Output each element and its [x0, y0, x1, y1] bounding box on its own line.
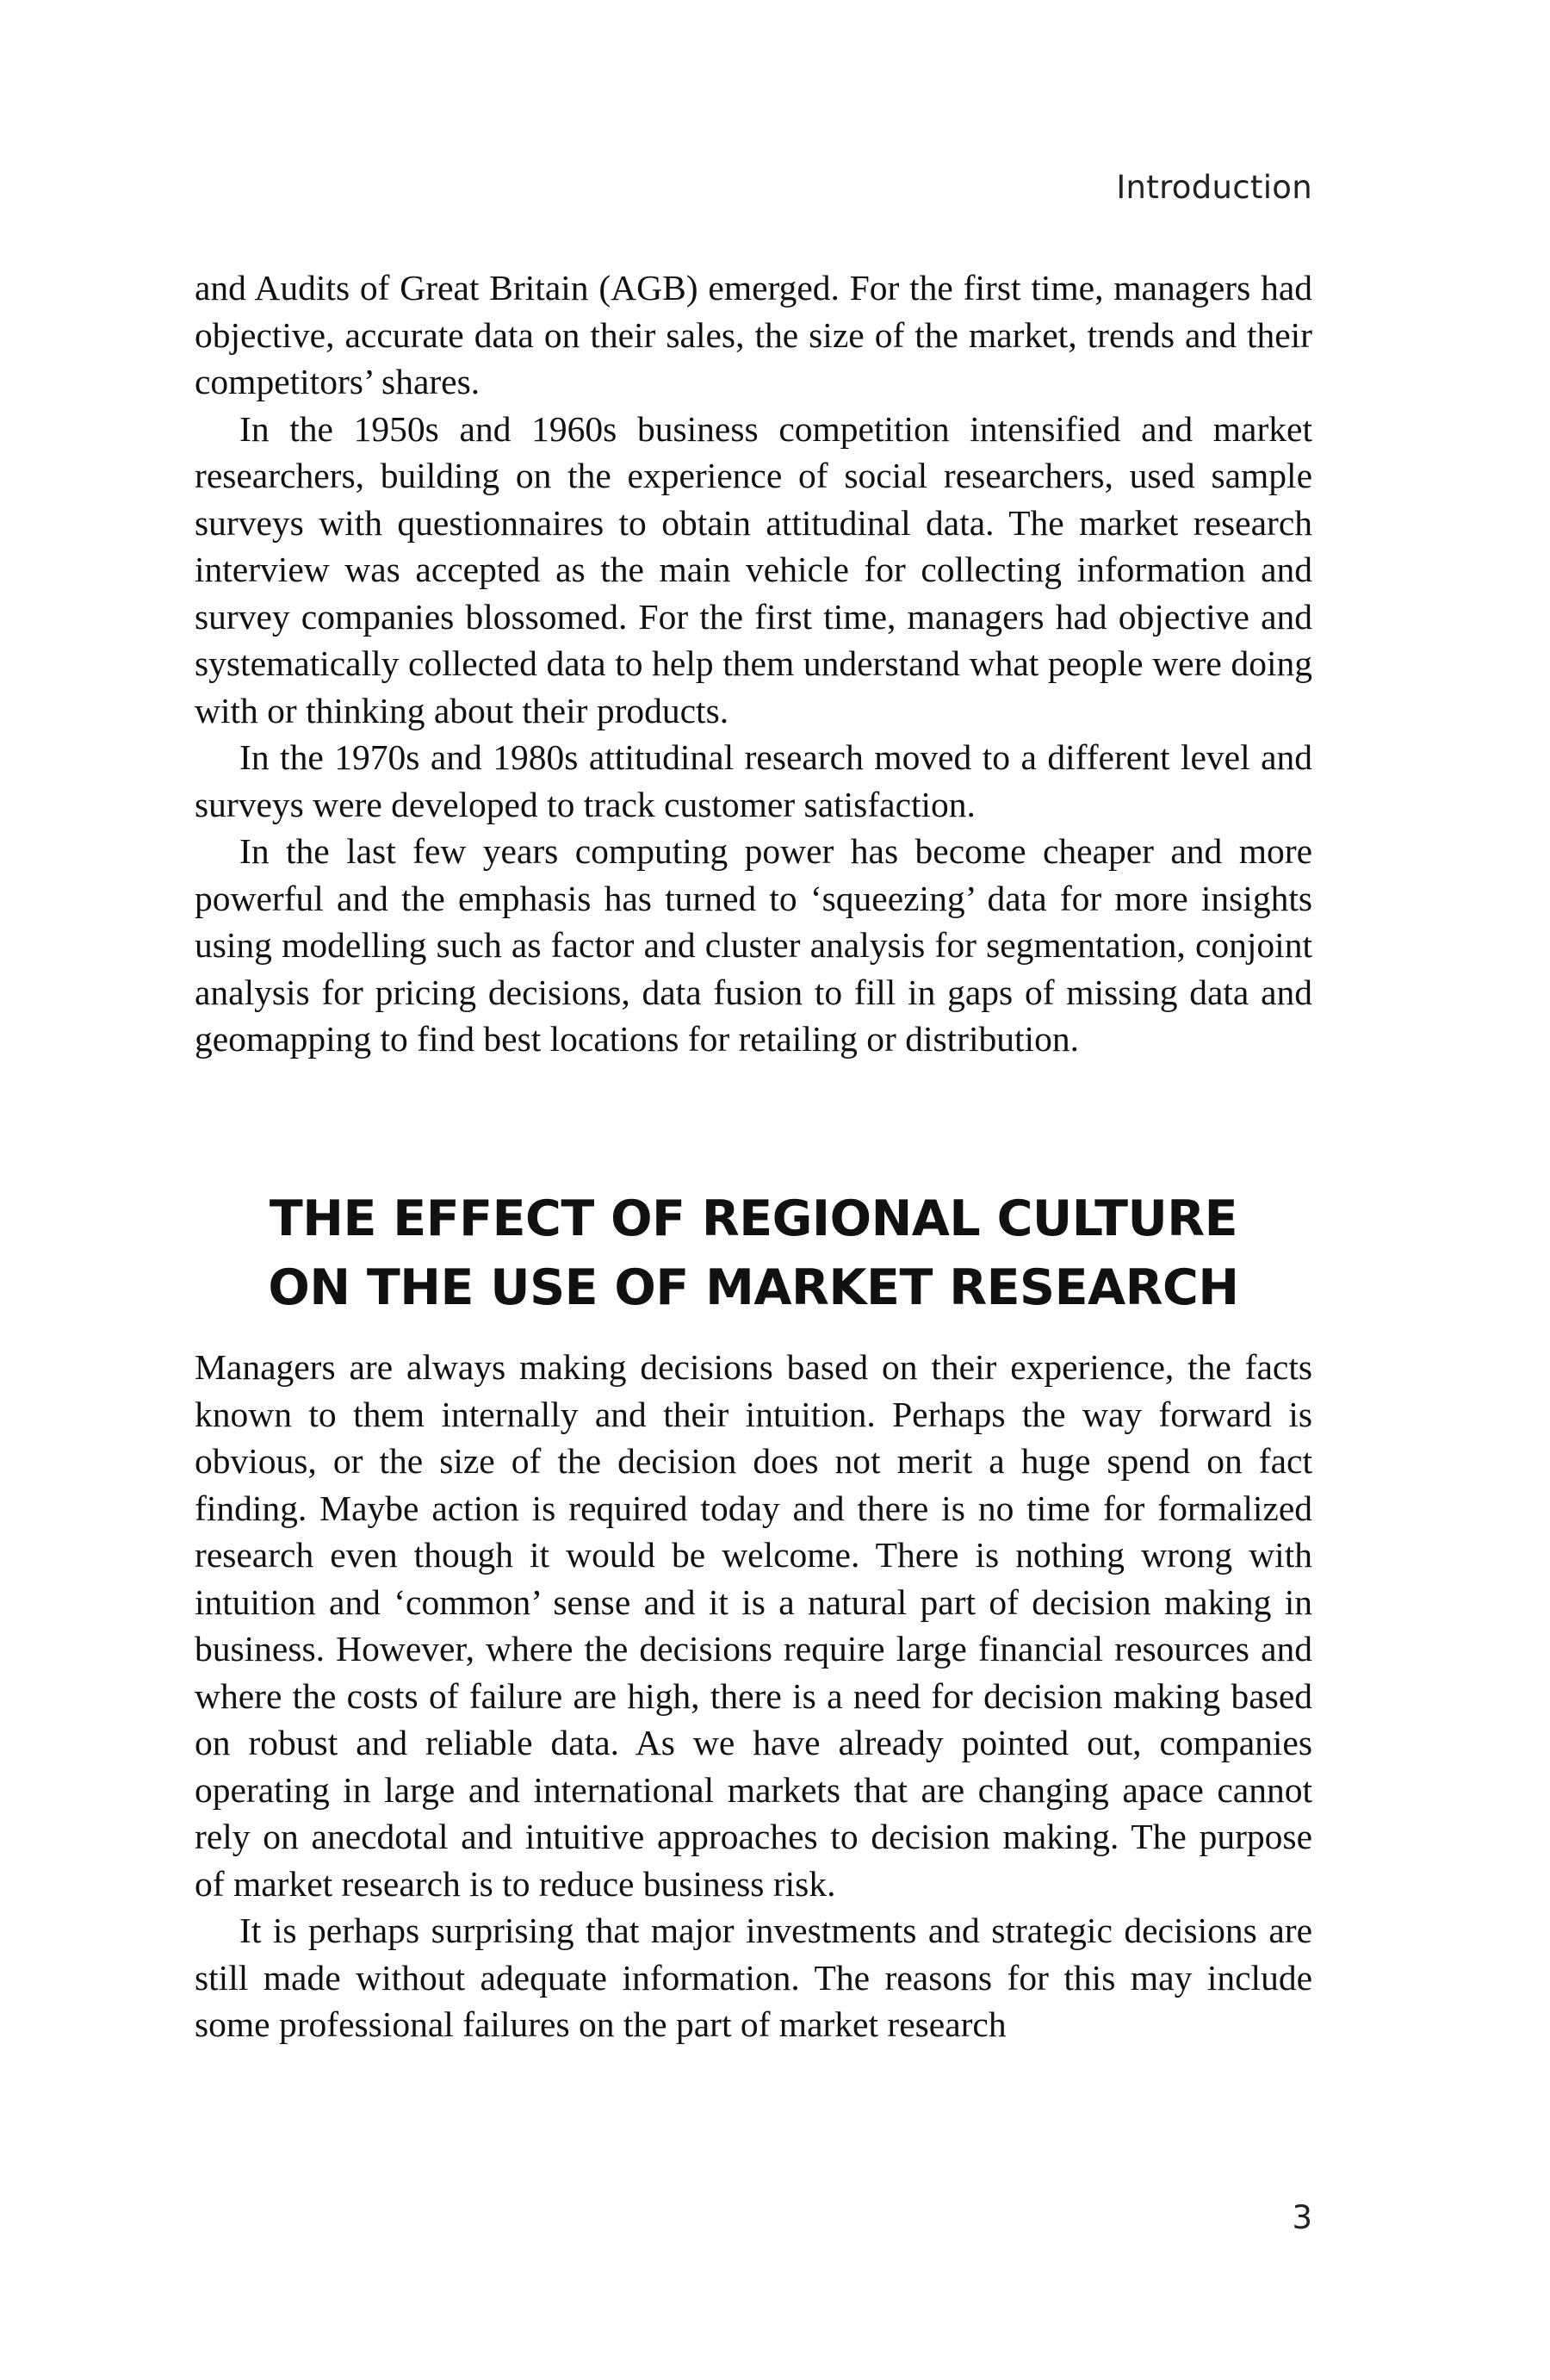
body-text-section-1	[195, 264, 1312, 1063]
page-number: 3	[1292, 2199, 1312, 2236]
section-heading	[195, 1184, 1312, 1322]
running-head: Introduction	[1116, 169, 1312, 206]
body-text-section-2	[195, 1344, 1312, 2048]
paragraph: In the 1970s and 1980s attitudinal research moved to a different level and surveys were developed to track customer satisfaction.	[195, 737, 1312, 824]
section-heading-line-1: THE EFFECT OF REGIONAL CULTURE	[269, 1190, 1238, 1247]
section-heading-line-2: ON THE USE OF MARKET RESEARCH	[268, 1259, 1239, 1316]
paragraph: Managers are always making decisions based on their experience, the facts known to them internally and their intuition. Perhaps the way forward is obvious, or the size of the decision does not merit a huge spend on fact finding. Maybe action is required today and there is no time for formalized research even though it would be welcome. There is nothing wrong with intuition and ‘common’ sense and it is a natural part of decision making in business. However, where the decisions require large financial resources and where the costs of failure are high, there is a need for decision making based on robust and reliable data. As we have already pointed out, companies operating in large and international markets that are changing apace cannot rely on anecdotal and intuitive approaches to decision making. The purpose of market research is to reduce business risk.	[195, 1347, 1312, 1904]
paragraph: In the last few years computing power has become cheaper and more powerful and the emphasis has turned to ‘squeezing’ data for more insights using modelling such as factor and cluster analysis for segmentation, conjoint analysis for pricing decisions, data fusion to fill in gaps of missing data and geomapping to find best locations for retailing or distribution.	[195, 831, 1312, 1059]
paragraph: and Audits of Great Britain (AGB) emerged. For the first time, managers had objective, accurate data on their sales, the size of the market, trends and their competitors’ shares.	[195, 268, 1312, 401]
paragraph: It is perhaps surprising that major investments and strategic decisions are still made without adequate information. The reasons for this may include some professional failures on the part of market research	[195, 1911, 1312, 2044]
paragraph: In the 1950s and 1960s business competition intensified and market researchers, building on the experience of social researchers, used sample surveys with questionnaires to obtain attitudinal data. The market research interview was accepted as the main vehicle for collecting information and survey companies blossomed. For the first time, managers had objective and systematically collected data to help them understand what people were doing with or thinking about their products.	[195, 408, 1312, 730]
